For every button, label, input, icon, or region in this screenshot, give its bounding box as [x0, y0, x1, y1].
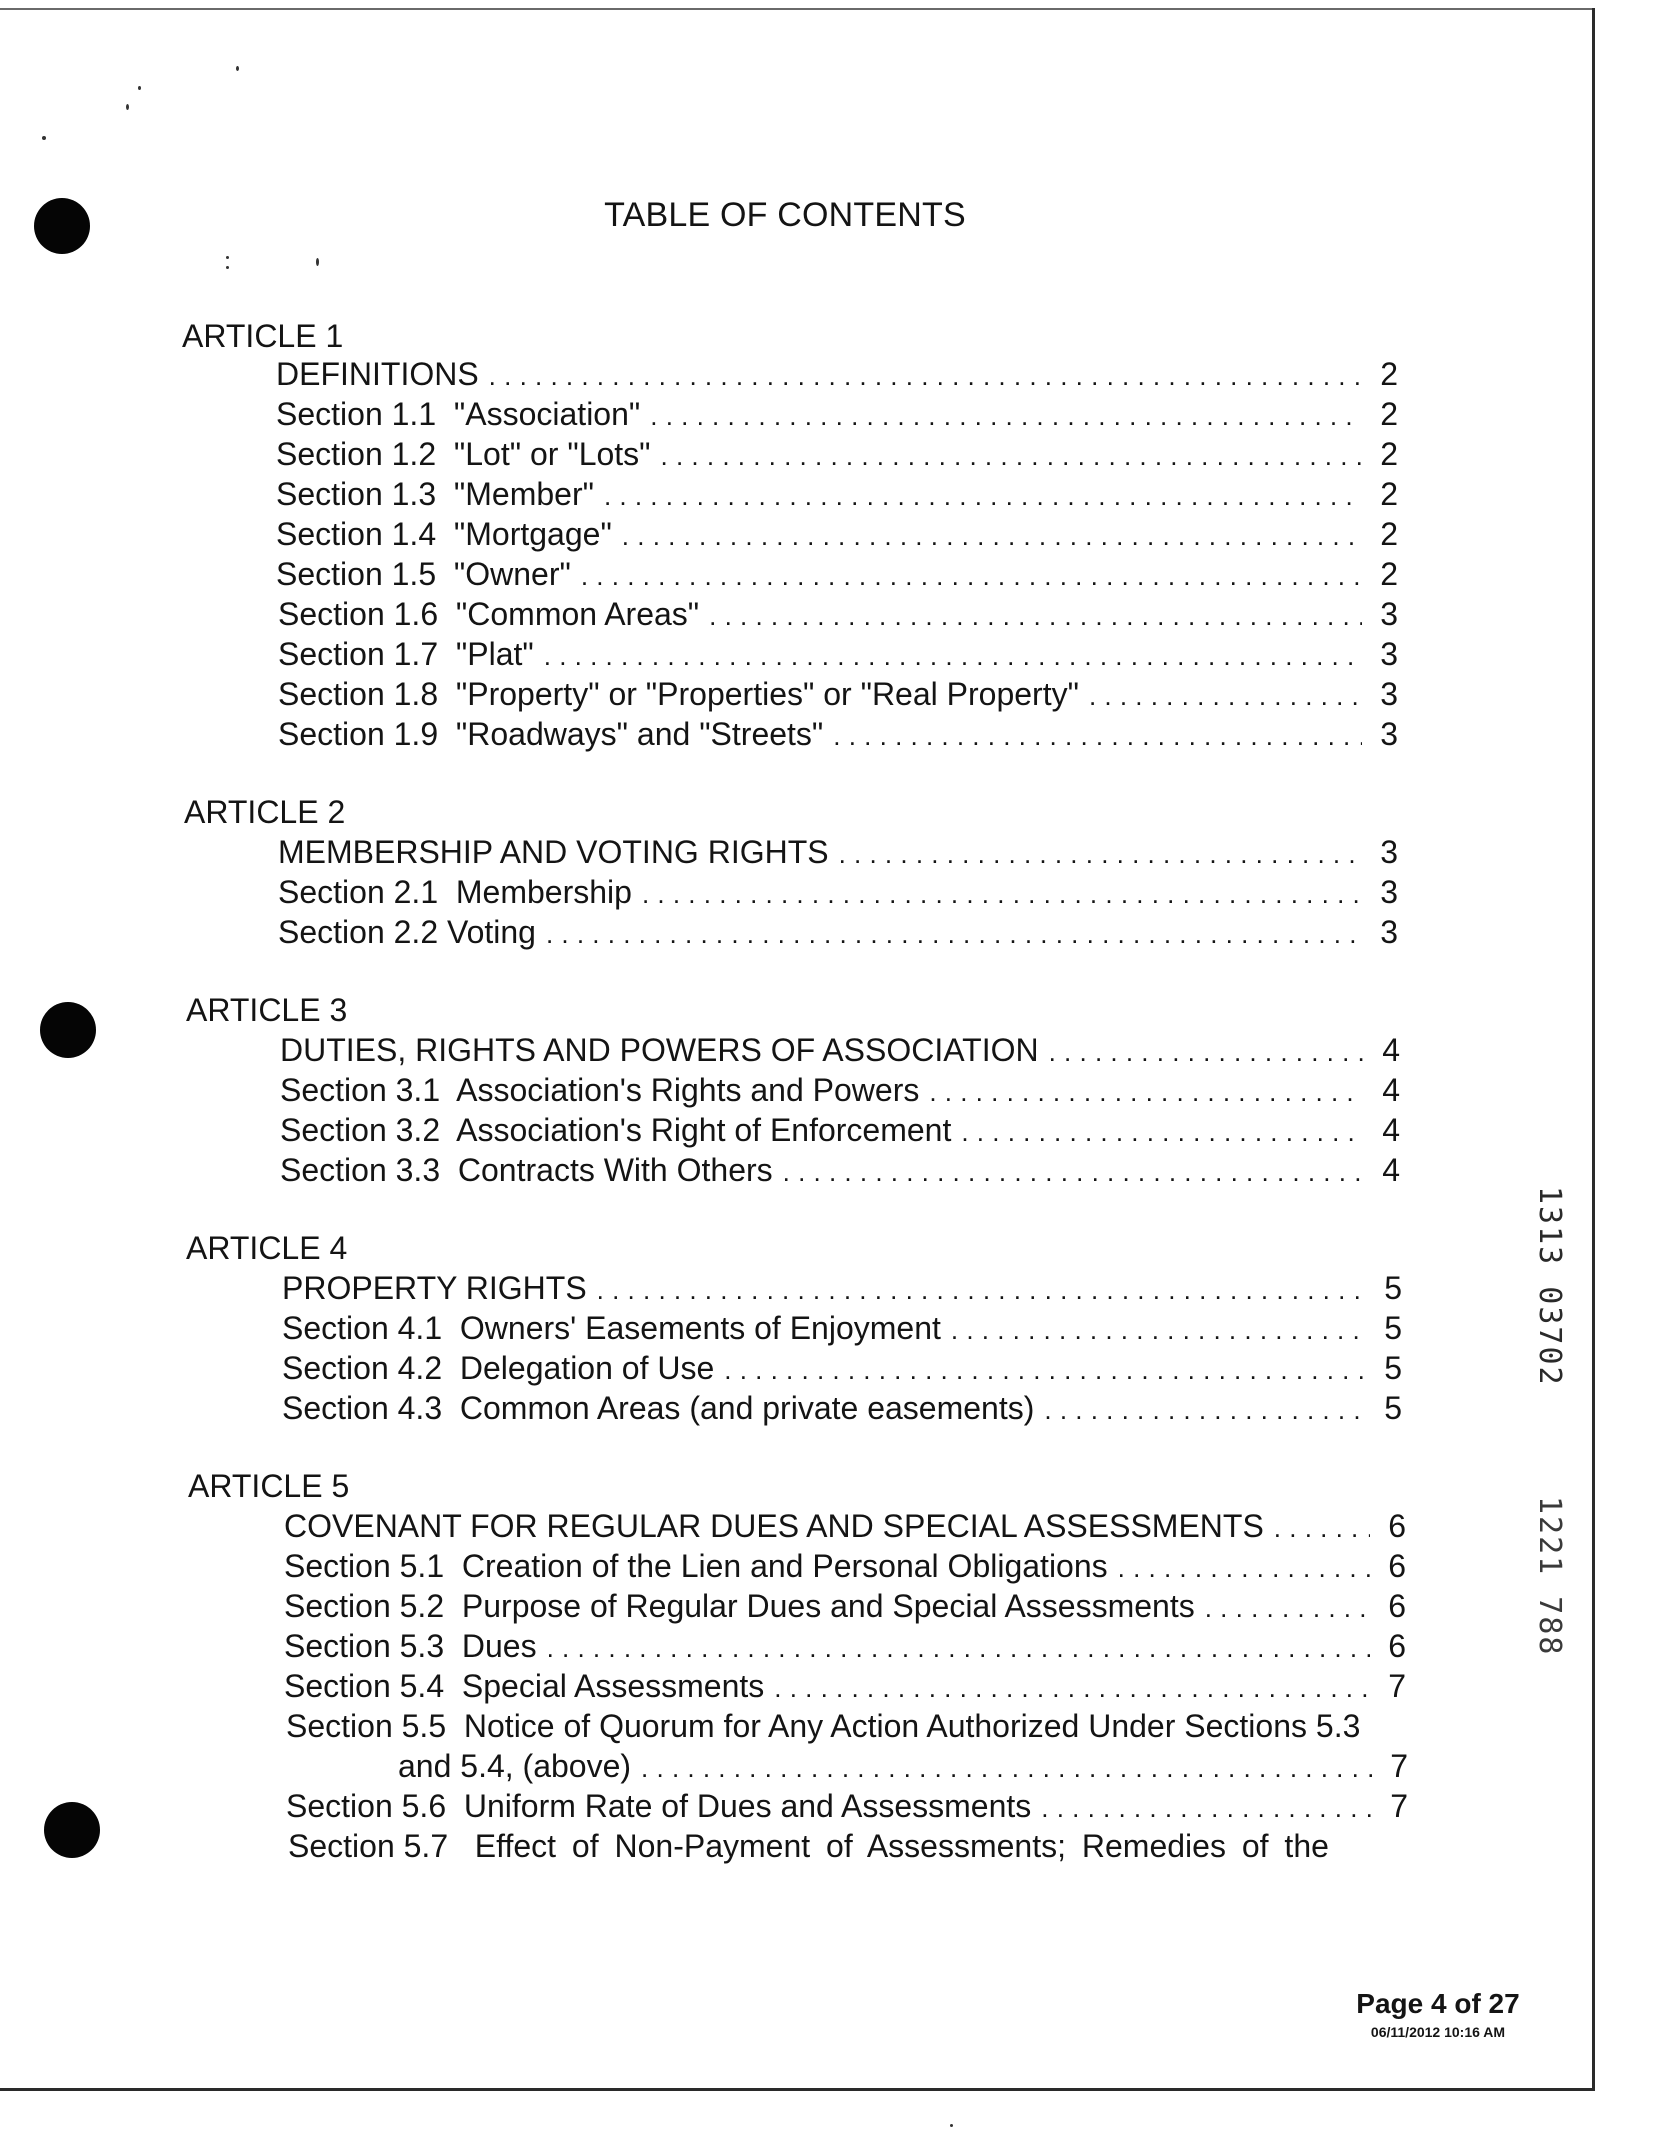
section-title: "Common Areas": [455, 596, 700, 632]
section-number: Section 2.2: [278, 914, 439, 950]
dot-leader: [783, 1157, 1364, 1188]
dot-leader: [597, 1275, 1366, 1306]
article-label: ARTICLE 4: [186, 1230, 348, 1266]
dot-leader: [1041, 1793, 1372, 1824]
section-title: "Plat": [455, 636, 534, 672]
section-title: "Member": [453, 476, 594, 512]
toc-section-entry: [276, 556, 1398, 596]
page-number: 3: [1380, 636, 1398, 672]
section-number: Section 1.7: [278, 636, 439, 672]
toc-section-entry: [284, 1588, 1406, 1628]
dot-leader: [833, 721, 1362, 752]
toc-heading-entry: [284, 1508, 1406, 1548]
dot-leader: [489, 361, 1362, 392]
page-number: 5: [1384, 1310, 1402, 1346]
toc-heading-entry: [278, 834, 1398, 874]
page-number: 4: [1382, 1032, 1400, 1068]
section-title: Special Assessments: [461, 1668, 765, 1704]
toc-section-entry: [278, 874, 1398, 914]
dot-leader: [642, 879, 1362, 910]
dot-leader: [1049, 1037, 1364, 1068]
toc-section-entry: [282, 1390, 1402, 1430]
toc-section-entry: [280, 1072, 1400, 1112]
page-number: 3: [1380, 716, 1398, 752]
scan-speck: [950, 2124, 953, 2127]
toc-section-entry: [278, 676, 1398, 716]
dot-leader: [1205, 1593, 1370, 1624]
page-number: 2: [1380, 396, 1398, 432]
heading-text: PROPERTY RIGHTS: [282, 1270, 587, 1306]
page-number: 3: [1380, 596, 1398, 632]
section-title: Effect of Non-Payment of Assessments; Remedies of the: [474, 1828, 1329, 1864]
page-number: 5: [1384, 1350, 1402, 1386]
section-number: Section 4.2: [282, 1350, 443, 1386]
heading-text: DUTIES, RIGHTS AND POWERS OF ASSOCIATION: [280, 1032, 1039, 1068]
section-number: Section 5.7: [288, 1828, 449, 1864]
section-number: Section 5.1: [284, 1548, 445, 1584]
section-title: Notice of Quorum for Any Action Authorized Under Sections 5.3: [463, 1708, 1361, 1744]
dot-leader: [641, 1753, 1372, 1784]
section-title: "Owner": [453, 556, 571, 592]
heading-text: COVENANT FOR REGULAR DUES AND SPECIAL ASSESSMENTS: [284, 1508, 1264, 1544]
page-number: 4: [1382, 1152, 1400, 1188]
toc-section-entry: [288, 1828, 1408, 1865]
dot-leader: [709, 601, 1362, 632]
toc-section-entry: [280, 1112, 1400, 1152]
toc-section-entry: [278, 914, 1398, 954]
toc-section-entry: [282, 1310, 1402, 1350]
dot-leader: [724, 1355, 1366, 1386]
section-title: "Lot" or "Lots": [453, 436, 651, 472]
section-title: Creation of the Lien and Personal Obligations: [461, 1548, 1108, 1584]
section-number: Section 1.3: [276, 476, 437, 512]
page-number: 3: [1380, 676, 1398, 712]
dot-leader: [547, 1633, 1370, 1664]
page-number: 4: [1382, 1072, 1400, 1108]
section-title: "Mortgage": [453, 516, 612, 552]
page-number: 4: [1382, 1112, 1400, 1148]
dot-leader: [1089, 681, 1362, 712]
section-number: Section 3.2: [280, 1112, 441, 1148]
page-number: 2: [1380, 556, 1398, 592]
section-number: Section 1.2: [276, 436, 437, 472]
toc-section-entry: [276, 476, 1398, 516]
page-number: 2: [1380, 476, 1398, 512]
section-title: Purpose of Regular Dues and Special Assessments: [461, 1588, 1195, 1624]
section-title: Association's Rights and Powers: [456, 1072, 920, 1108]
section-number: Section 2.1: [278, 874, 439, 910]
dot-leader: [774, 1673, 1370, 1704]
section-number: Section 1.4: [276, 516, 437, 552]
toc-section-entry: [278, 716, 1398, 756]
toc-section-entry: [284, 1548, 1406, 1588]
page-number: 3: [1380, 914, 1398, 950]
section-number: Section 4.3: [282, 1390, 443, 1426]
page-number: 6: [1388, 1508, 1406, 1544]
page-number: 2: [1380, 356, 1398, 392]
article-label: ARTICLE 1: [182, 318, 344, 354]
toc-section-entry: [278, 596, 1398, 636]
toc-heading-entry: [282, 1270, 1402, 1310]
section-title: Uniform Rate of Dues and Assessments: [463, 1788, 1032, 1824]
page-number: 5: [1384, 1270, 1402, 1306]
side-recording-stamp-lower: 1221 788: [1532, 1496, 1567, 1657]
toc-section-entry: [276, 396, 1398, 436]
page-number: 3: [1380, 834, 1398, 870]
side-recording-stamp-upper: 1313 03702: [1532, 1186, 1567, 1387]
page-title: TABLE OF CONTENTS: [604, 196, 966, 234]
toc-section-entry-line1: [286, 1708, 1406, 1745]
page-number: 6: [1388, 1548, 1406, 1584]
section-title: "Association": [453, 396, 641, 432]
page-number: 3: [1380, 874, 1398, 910]
section-number: Section 1.1: [276, 396, 437, 432]
dot-leader: [661, 441, 1362, 472]
section-title: "Roadways" and "Streets": [455, 716, 824, 752]
dot-leader: [1044, 1395, 1366, 1426]
toc-heading-entry: [280, 1032, 1400, 1072]
section-title-continuation: and 5.4, (above): [398, 1748, 632, 1784]
toc-section-entry: [278, 636, 1398, 676]
section-title: Common Areas (and private easements): [459, 1390, 1035, 1426]
footer-page-number: Page 4 of 27: [1356, 1988, 1520, 2019]
section-number: Section 5.4: [284, 1668, 445, 1704]
page-number: 6: [1388, 1588, 1406, 1624]
article-label: ARTICLE 5: [188, 1468, 350, 1504]
section-number: Section 3.1: [280, 1072, 441, 1108]
section-number: Section 1.6: [278, 596, 439, 632]
section-number: Section 1.9: [278, 716, 439, 752]
dot-leader: [544, 641, 1362, 672]
heading-text: DEFINITIONS: [276, 356, 479, 392]
page-number: 5: [1384, 1390, 1402, 1426]
page-number: 6: [1388, 1628, 1406, 1664]
toc-section-entry: [286, 1788, 1408, 1828]
section-title: Contracts With Others: [457, 1152, 773, 1188]
toc-section-entry: [276, 516, 1398, 556]
section-number: Section 4.1: [282, 1310, 443, 1346]
page-number: 2: [1380, 436, 1398, 472]
dot-leader: [546, 919, 1362, 950]
dot-leader: [1274, 1513, 1370, 1544]
section-title: Voting: [447, 914, 536, 950]
dot-leader: [839, 839, 1362, 870]
toc-heading-entry: [276, 356, 1398, 396]
section-number: Section 5.2: [284, 1588, 445, 1624]
dot-leader: [961, 1117, 1364, 1148]
section-number: Section 1.5: [276, 556, 437, 592]
dot-leader: [650, 401, 1362, 432]
page-number: 7: [1390, 1788, 1408, 1824]
section-number: Section 5.5: [286, 1708, 447, 1744]
toc-section-entry-line2: [398, 1748, 1408, 1788]
section-title: Association's Right of Enforcement: [456, 1112, 952, 1148]
section-title: "Property" or "Properties" or "Real Property": [455, 676, 1079, 712]
dot-leader: [1118, 1553, 1370, 1584]
section-number: Section 5.6: [286, 1788, 447, 1824]
section-title: Owners' Easements of Enjoyment: [459, 1310, 941, 1346]
article-label: ARTICLE 3: [186, 992, 348, 1028]
toc-section-entry: [276, 436, 1398, 476]
page-number: 2: [1380, 516, 1398, 552]
footer-timestamp: 06/11/2012 10:16 AM: [1370, 2024, 1506, 2040]
toc-section-entry: [282, 1350, 1402, 1390]
section-title: Delegation of Use: [459, 1350, 715, 1386]
article-label: ARTICLE 2: [184, 794, 346, 830]
dot-leader: [929, 1077, 1364, 1108]
toc-section-entry: [284, 1628, 1406, 1668]
section-number: Section 1.8: [278, 676, 439, 712]
section-title: Membership: [455, 874, 632, 910]
section-number: Section 3.3: [280, 1152, 441, 1188]
section-number: Section 5.3: [284, 1628, 445, 1664]
page-number: 7: [1388, 1668, 1406, 1704]
dot-leader: [581, 561, 1362, 592]
dot-leader: [604, 481, 1362, 512]
dot-leader: [622, 521, 1362, 552]
dot-leader: [951, 1315, 1366, 1346]
page-number: 7: [1390, 1748, 1408, 1784]
heading-text: MEMBERSHIP AND VOTING RIGHTS: [278, 834, 829, 870]
toc-section-entry: [284, 1668, 1406, 1708]
toc-section-entry: [280, 1152, 1400, 1192]
section-title: Dues: [461, 1628, 537, 1664]
